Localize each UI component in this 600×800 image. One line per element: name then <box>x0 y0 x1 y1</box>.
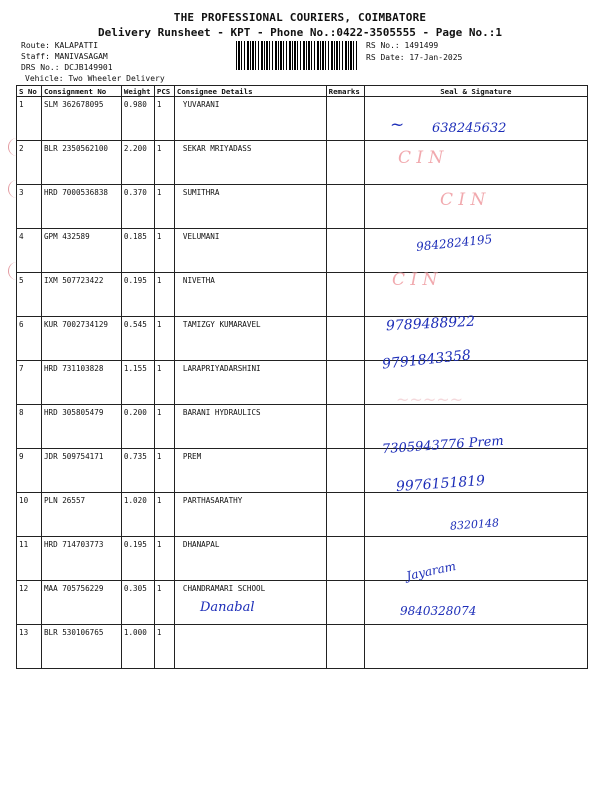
signature-scribble: ~ <box>390 115 405 135</box>
table-row <box>17 625 588 669</box>
table-row <box>17 537 588 581</box>
cell-consignee: LARAPRIYADARSHINI <box>174 361 326 405</box>
cell-weight: 2.200 <box>121 141 154 185</box>
faded-stamp: C I N <box>392 270 438 290</box>
cell-sno: 12 <box>17 581 42 625</box>
cell-pcs: 1 <box>154 361 174 405</box>
staff-label: Staff: MANIVASAGAM <box>21 52 108 61</box>
cell-weight: 0.545 <box>121 317 154 361</box>
cell-remarks <box>326 361 364 405</box>
margin-mark <box>8 262 19 280</box>
cell-signature <box>364 537 587 584</box>
cell-sno: 10 <box>17 493 42 537</box>
cell-remarks <box>326 317 364 361</box>
cell-pcs: 1 <box>154 273 174 317</box>
cell-consignment: HRD 305805479 <box>41 405 121 449</box>
cell-remarks <box>326 229 364 273</box>
cell-sno: 2 <box>17 141 42 185</box>
handwritten-phone: 9791843358 <box>381 347 472 373</box>
table-row <box>17 185 588 229</box>
cell-consignee: CHANDRAMARI SCHOOL <box>174 581 326 625</box>
cell-consignee: NIVETHA <box>174 273 326 317</box>
cell-sno: 13 <box>17 625 42 669</box>
cell-signature <box>364 625 587 669</box>
cell-remarks <box>326 625 364 669</box>
cell-remarks <box>326 141 364 185</box>
cell-consignment: HRD 714703773 <box>41 537 121 581</box>
cell-pcs: 1 <box>154 625 174 669</box>
cell-weight: 1.155 <box>121 361 154 405</box>
cell-consignment: JDR 509754171 <box>41 449 121 493</box>
col-header-weight: Weight <box>121 86 154 97</box>
handwritten-phone: 9976151819 <box>395 472 486 496</box>
cell-pcs: 1 <box>154 97 174 141</box>
cell-weight: 0.185 <box>121 229 154 273</box>
cell-pcs: 1 <box>154 185 174 229</box>
cell-weight: 0.980 <box>121 97 154 141</box>
table-row <box>17 493 588 537</box>
cell-consignment: MAA 705756229 <box>41 581 121 625</box>
cell-consignee: VELUMANI <box>174 229 326 273</box>
cell-consignment: BLR 530106765 <box>41 625 121 669</box>
cell-pcs: 1 <box>154 229 174 273</box>
runsheet-table <box>16 85 588 669</box>
cell-sno: 3 <box>17 185 42 229</box>
table-row <box>17 273 588 317</box>
handwritten-name: Jayaram <box>405 558 458 584</box>
cell-consignment: IXM 507723422 <box>41 273 121 317</box>
cell-consignment: HRD 731103828 <box>41 361 121 405</box>
cell-consignee: PARTHASARATHY <box>174 493 326 537</box>
handwritten-phone: 7305943776 Prem <box>381 433 505 458</box>
barcode <box>236 41 358 70</box>
cell-consignee: YUVARANI <box>174 97 326 141</box>
col-header-pcs: PCS <box>154 86 174 97</box>
cell-sno: 1 <box>17 97 42 141</box>
cell-consignment: HRD 7000536838 <box>41 185 121 229</box>
cell-consignment: SLM 362678095 <box>41 97 121 141</box>
cell-sno: 4 <box>17 229 42 273</box>
table-row <box>17 141 588 185</box>
table-row <box>17 229 588 273</box>
cell-sno: 6 <box>17 317 42 361</box>
cell-weight: 0.195 <box>121 273 154 317</box>
cell-consignee: SUMITHRA <box>174 185 326 229</box>
cell-consignment: GPM 432589 <box>41 229 121 273</box>
cell-pcs: 1 <box>154 449 174 493</box>
cell-remarks <box>326 273 364 317</box>
cell-sno: 11 <box>17 537 42 581</box>
cell-weight: 0.195 <box>121 537 154 581</box>
cell-pcs: 1 <box>154 141 174 185</box>
cell-remarks <box>326 493 364 537</box>
cell-remarks <box>326 185 364 229</box>
col-header-signature: Seal & Signature <box>364 86 587 97</box>
cell-weight: 0.735 <box>121 449 154 493</box>
cell-pcs: 1 <box>154 405 174 449</box>
table-row <box>17 317 588 361</box>
handwritten-phone: 9789488922 <box>385 313 476 335</box>
vehicle-label: Vehicle: Two Wheeler Delivery <box>25 74 165 83</box>
handwritten-phone: 9840328074 <box>400 604 477 618</box>
table-row <box>17 581 588 625</box>
route-label: Route: KALAPATTI <box>21 41 99 50</box>
handwritten-phone: 9842824195 <box>415 232 493 254</box>
col-header-consignment: Consignment No <box>41 86 121 97</box>
faded-mark: ~~~~~ <box>396 390 464 409</box>
cell-pcs: 1 <box>154 537 174 581</box>
margin-mark <box>8 138 19 156</box>
runsheet-subtitle: Delivery Runsheet - KPT - Phone No.:0422-3505555 - Page No.:1 <box>98 26 502 39</box>
cell-weight: 1.020 <box>121 493 154 537</box>
cell-consignee: SEKAR MRIYADASS <box>174 141 326 185</box>
company-title: THE PROFESSIONAL COURIERS, COIMBATORE <box>173 11 427 24</box>
cell-remarks <box>326 449 364 493</box>
cell-consignment: KUR 7002734129 <box>41 317 121 361</box>
cell-remarks <box>326 537 364 581</box>
col-header-remarks: Remarks <box>326 86 364 97</box>
cell-pcs: 1 <box>154 317 174 361</box>
cell-remarks <box>326 97 364 141</box>
cell-weight: 0.305 <box>121 581 154 625</box>
margin-mark <box>8 180 19 198</box>
handwritten-name: Danabal <box>200 600 255 615</box>
cell-consignee: BARANI HYDRAULICS <box>174 405 326 449</box>
rs-number: RS No.: 1491499 <box>366 41 439 50</box>
handwritten-number: 8320148 <box>449 516 500 533</box>
cell-consignment: BLR 2350562100 <box>41 141 121 185</box>
table-row <box>17 449 588 493</box>
cell-pcs: 1 <box>154 493 174 537</box>
cell-consignee: DHANAPAL <box>174 537 326 581</box>
col-header-sno: S No <box>17 86 42 97</box>
cell-weight: 0.200 <box>121 405 154 449</box>
faded-stamp: C I N <box>398 148 444 168</box>
cell-sno: 8 <box>17 405 42 449</box>
handwritten-phone: 638245632 <box>432 121 507 136</box>
cell-consignee: PREM <box>174 449 326 493</box>
rs-date: RS Date: 17-Jan-2025 <box>366 53 463 62</box>
cell-consignee <box>174 625 326 669</box>
cell-pcs: 1 <box>154 581 174 625</box>
faded-stamp: C I N <box>440 190 486 210</box>
cell-remarks <box>326 405 364 449</box>
col-header-consignee: Consignee Details <box>174 86 326 97</box>
cell-sno: 5 <box>17 273 42 317</box>
cell-consignment: PLN 26557 <box>41 493 121 537</box>
table-header-row <box>17 86 588 97</box>
table-row <box>17 361 588 405</box>
drs-number: DRS No.: DCJB149901 <box>21 63 113 72</box>
cell-weight: 1.000 <box>121 625 154 669</box>
cell-sno: 9 <box>17 449 42 493</box>
cell-sno: 7 <box>17 361 42 405</box>
cell-remarks <box>326 581 364 625</box>
cell-weight: 0.370 <box>121 185 154 229</box>
cell-consignee: TAMIZGY KUMARAVEL <box>174 317 326 361</box>
